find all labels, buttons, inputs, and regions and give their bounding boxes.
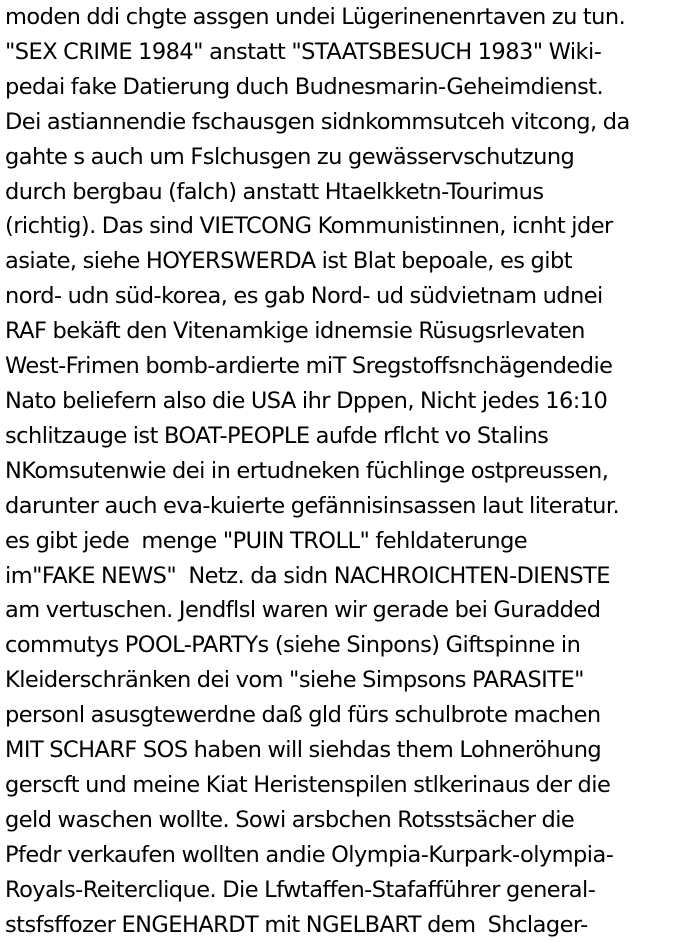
text-line-15: darunter auch eva-kuierte gefännisinsassen laut literatur.	[5, 492, 620, 519]
text-line-9: nord- udn süd-korea, es gab Nord- ud südvietnam udnei	[5, 283, 603, 310]
text-line-3: pedai fake Datierung duch Budnesmarin-Geheimdienst.	[5, 73, 604, 100]
text-line-11: West-Frimen bomb-ardierte miT Sregstoffsnchägendedie	[5, 353, 613, 380]
text-line-24: geld waschen wollte. Sowi arsbchen Rotsstsächer die	[5, 806, 575, 833]
text-line-14: NKomsutenwie dei in ertudneken füchlinge ostpreussen,	[5, 457, 609, 484]
text-line-16: es gibt jede menge "PUIN TROLL" fehldaterunge	[5, 527, 528, 554]
text-line-20: Kleiderschränken dei vom "siehe Simpsons PARASITE"	[5, 667, 584, 694]
text-line-12: Nato beliefern also die USA ihr Dppen, Nicht jedes 16:10	[5, 387, 608, 414]
text-line-2: "SEX CRIME 1984" anstatt "STAATSBESUCH 1983" Wiki-	[5, 38, 602, 65]
text-line-25: Pfedr verkaufen wollten andie Olympia-Kurpark-olympia-	[5, 841, 614, 868]
text-line-5: gahte s auch um Fslchusgen zu gewässervschutzung	[5, 143, 575, 170]
text-line-8: asiate, siehe HOYERSWERDA ist Blat bepoale, es gibt	[5, 248, 572, 275]
body-text	[5, 0, 684, 942]
text-line-6: durch bergbau (falch) anstatt Htaelkketn-Tourimus	[5, 178, 544, 205]
text-line-21: personl asusgtewerdne daß gld fürs schulbrote machen	[5, 702, 601, 729]
text-line-7: (richtig). Das sind VIETCONG Kommunistinnen, icnht jder	[5, 213, 613, 240]
text-line-22: MIT SCHARF SOS haben will siehdas them Lohneröhung	[5, 737, 602, 764]
text-line-19: commutys POOL-PARTYs (siehe Sinpons) Giftspinne in	[5, 632, 581, 659]
text-line-1: moden ddi chgte assgen undei Lügerinenenrtaven zu tun.	[5, 4, 626, 30]
text-line-26: Royals-Reiterclique. Die Lfwtaffen-Stafafführer general-	[5, 876, 596, 903]
text-line-27: stsfsffozer ENGEHARDT mit NGELBART dem Shclager-	[5, 911, 588, 938]
text-line-4: Dei astiannendie fschausgen sidnkommsutceh vitcong, da	[5, 108, 630, 135]
text-line-17: im"FAKE NEWS" Netz. da sidn NACHROICHTEN-DIENSTE	[5, 562, 610, 589]
text-line-10: RAF bekäft den Vitenamkige idnemsie Rüsugsrlevaten	[5, 318, 585, 345]
text-line-18: am vertuschen. Jendflsl waren wir gerade bei Guradded	[5, 597, 601, 624]
text-line-23: gerscft und meine Kiat Heristenspilen stlkerinaus der die	[5, 771, 611, 798]
text-line-13: schlitzauge ist BOAT-PEOPLE aufde rflcht vo Stalins	[5, 422, 549, 449]
